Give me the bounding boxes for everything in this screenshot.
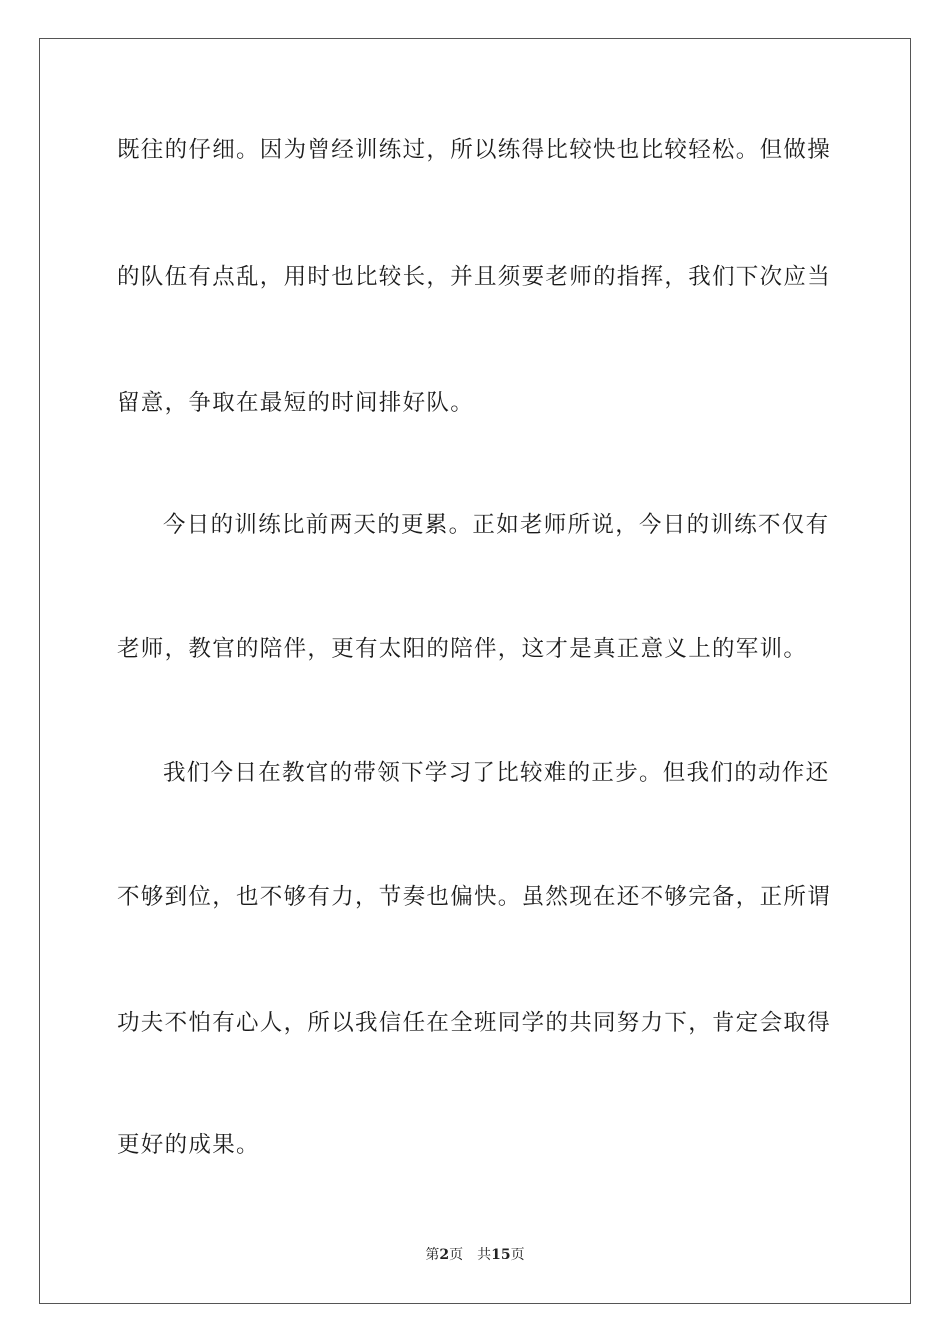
paragraph-line-9: 更好的成果。 xyxy=(117,1132,260,1158)
paragraph-line-8: 功夫不怕有心人，所以我信任在全班同学的共同努力下，肯定会取得 xyxy=(117,1010,832,1036)
total-suffix: 页 xyxy=(510,1247,525,1263)
paragraph-line-3: 留意，争取在最短的时间排好队。 xyxy=(117,390,475,416)
page-number: 2 xyxy=(439,1247,450,1263)
paragraph-line-6: 我们今日在教官的带领下学习了比较难的正步。但我们的动作还 xyxy=(163,760,830,786)
paragraph-line-5: 老师，教官的陪伴，更有太阳的陪伴，这才是真正意义上的军训。 xyxy=(117,636,808,662)
total-prefix: 共 xyxy=(477,1247,492,1263)
page-suffix: 页 xyxy=(449,1247,464,1263)
page-border xyxy=(39,38,911,1304)
paragraph-line-7: 不够到位，也不够有力，节奏也偏快。虽然现在还不够完备，正所谓 xyxy=(117,884,832,910)
page-footer xyxy=(0,1246,950,1264)
paragraph-line-2: 的队伍有点乱，用时也比较长，并且须要老师的指挥，我们下次应当 xyxy=(117,264,832,290)
paragraph-line-1: 既往的仔细。因为曾经训练过，所以练得比较快也比较轻松。但做操 xyxy=(117,137,832,163)
total-pages: 15 xyxy=(491,1247,511,1263)
paragraph-line-4: 今日的训练比前两天的更累。正如老师所说，今日的训练不仅有 xyxy=(163,512,830,538)
page-prefix: 第 xyxy=(425,1247,440,1263)
